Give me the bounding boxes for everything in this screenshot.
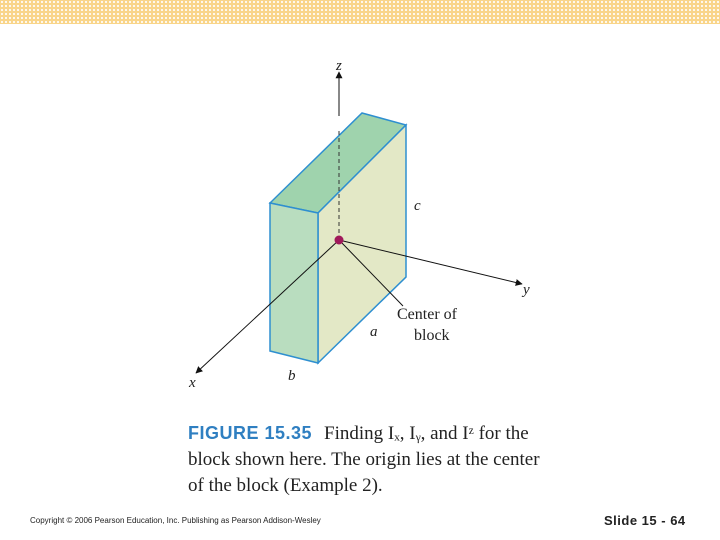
origin-point: [335, 236, 344, 245]
z-axis-label: z: [336, 58, 342, 74]
figure-number: FIGURE 15.35: [188, 423, 313, 443]
y-axis-label: y: [523, 282, 530, 298]
dimension-a-label: a: [370, 324, 378, 340]
dimension-c-label: c: [414, 198, 421, 214]
slide-number: Slide 15 - 64: [604, 513, 686, 528]
center-label-line1: Center of: [397, 306, 457, 323]
figure-caption: [188, 420, 548, 499]
figure-caption-text: Finding Iₓ, Iᵧ, and Iᶻ for the block shown here. The origin lies at the center of the block (Example 2).: [188, 423, 540, 496]
copyright-notice: Copyright © 2006 Pearson Education, Inc. Publishing as Pearson Addison-Wesley: [30, 516, 321, 525]
dimension-b-label: b: [288, 368, 296, 384]
block-front-face: [270, 203, 318, 363]
center-label-line2: block: [414, 327, 450, 344]
x-axis-label: x: [189, 375, 196, 391]
